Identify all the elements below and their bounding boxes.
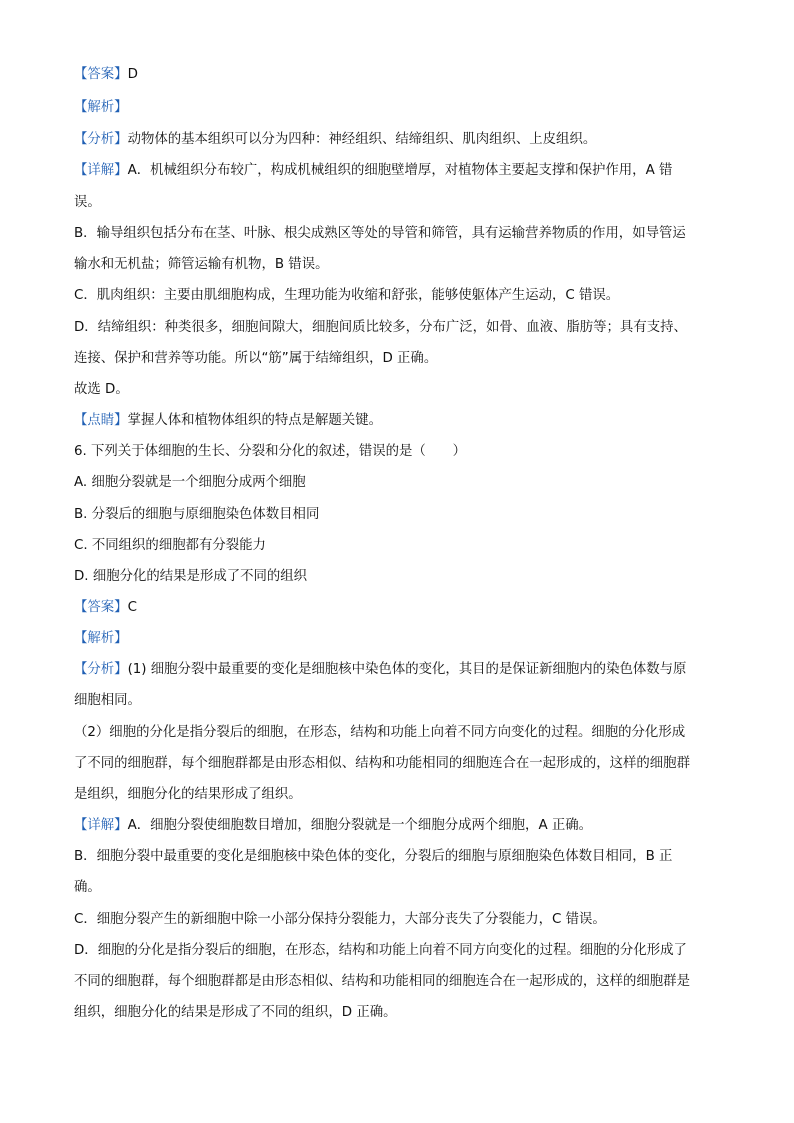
dianjing-text: 掌握人体和植物体组织的特点是解题关键。 — [127, 413, 382, 428]
option-d-explain-1: D．结缔组织：种类很多，细胞间隙大，细胞间质比较多，分布广泛，如骨、血液、脂肪等；具有支持、 — [74, 320, 687, 335]
xiangjie-text-2a: A．细胞分裂使细胞数目增加，细胞分裂就是一个细胞分成两个细胞，A 正确。 — [127, 818, 593, 833]
option-c: C. 不同组织的细胞都有分裂能力 — [74, 538, 266, 553]
question-stem: 6. 下列关于体细胞的生长、分裂和分化的叙述，错误的是（ ） — [74, 444, 466, 459]
fenxi-text-2a: (1) 细胞分裂中最重要的变化是细胞核中染色体的变化，其目的是保证新细胞内的染色体数与原 — [127, 662, 687, 677]
fenxi-text: 动物体的基本组织可以分为四种：神经组织、结缔组织、肌肉组织、上皮组织。 — [127, 132, 597, 147]
answer-value: D — [127, 67, 138, 82]
conclusion-line: 故选 D。 — [74, 382, 129, 397]
dianjing-line — [74, 412, 382, 430]
option-d-explain-2c: 组织，细胞分化的结果是形成了不同的组织，D 正确。 — [74, 1005, 397, 1020]
analysis-label: 【解析】 — [74, 100, 128, 115]
answer-line — [74, 66, 138, 84]
fenxi-label-2: 【分析】 — [74, 662, 128, 677]
answer-label-2: 【答案】 — [74, 600, 128, 615]
fenxi-label: 【分析】 — [74, 132, 128, 147]
analysis-heading-2 — [74, 630, 128, 648]
xiangjie-label: 【详解】 — [74, 163, 128, 178]
analysis-heading — [74, 99, 128, 117]
xiangjie-line-2a — [74, 817, 592, 835]
xiangjie-line-1 — [74, 162, 672, 180]
analysis-label-2: 【解析】 — [74, 631, 128, 646]
xiangjie-text-1: A．机械组织分布较广，构成机械组织的细胞壁增厚，对植物体主要起支撑和保护作用，A 错 — [127, 163, 673, 178]
option-d-explain-2a: D．细胞的分化是指分裂后的细胞，在形态，结构和功能上向着不同方向变化的过程。细胞的分化形成了 — [74, 943, 687, 958]
fenxi-line-2a — [74, 661, 686, 679]
option-b-explain-2b: 确。 — [74, 880, 101, 895]
option-c-explain: C．肌肉组织：主要由肌细胞构成，生理功能为收缩和舒张，能够使躯体产生运动，C 错误。 — [74, 288, 620, 303]
option-d-explain-2: 连接、保护和营养等功能。所以“筋”属于结缔组织，D 正确。 — [74, 351, 438, 366]
option-b-explain-1: B．输导组织包括分布在茎、叶脉、根尖成熟区等处的导管和筛管，具有运输营养物质的作用，如导管运 — [74, 226, 686, 241]
fenxi-line-2b: 细胞相同。 — [74, 693, 141, 708]
answer-line-2 — [74, 599, 137, 617]
paragraph-2-line-1: （2）细胞的分化是指分裂后的细胞，在形态，结构和功能上向着不同方向变化的过程。细胞的分化形成 — [74, 725, 686, 740]
option-b-explain-2a: B．细胞分裂中最重要的变化是细胞核中染色体的变化，分裂后的细胞与原细胞染色体数目相同，B 正 — [74, 849, 673, 864]
option-d: D. 细胞分化的结果是形成了不同的组织 — [74, 569, 308, 584]
xiangjie-label-2: 【详解】 — [74, 818, 128, 833]
option-d-explain-2b: 不同的细胞群，每个细胞群都是由形态相似、结构和功能相同的细胞连合在一起形成的，这样的细胞群是 — [74, 974, 690, 989]
paragraph-2-line-3: 是组织，细胞分化的结果形成了组织。 — [74, 787, 302, 802]
option-b: B. 分裂后的细胞与原细胞染色体数目相同 — [74, 507, 320, 522]
option-b-explain-2: 输水和无机盐；筛管运输有机物，B 错误。 — [74, 257, 329, 272]
xiangjie-line-2: 误。 — [74, 195, 101, 210]
answer-label: 【答案】 — [74, 67, 128, 82]
option-a: A. 细胞分裂就是一个细胞分成两个细胞 — [74, 475, 306, 490]
fenxi-line — [74, 131, 596, 149]
dianjing-label: 【点睛】 — [74, 413, 128, 428]
paragraph-2-line-2: 了不同的细胞群，每个细胞群都是由形态相似、结构和功能相同的细胞连合在一起形成的，这样的细胞群 — [74, 756, 690, 771]
option-c-explain-2: C．细胞分裂产生的新细胞中除一小部分保持分裂能力，大部分丧失了分裂能力，C 错误。 — [74, 912, 606, 927]
answer-value-2: C — [127, 600, 137, 615]
